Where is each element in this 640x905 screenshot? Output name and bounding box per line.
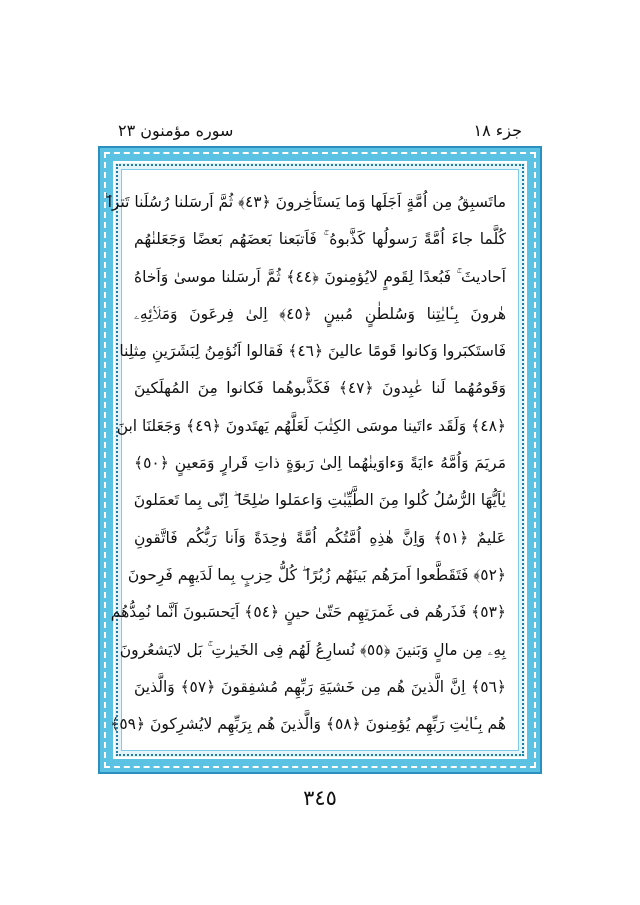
ornamental-border-frame [100,148,540,772]
verse-line: اَحاديثَ ۚ فَبُعدًا لِقَومٍ لايُؤمِنونَ ﴿٤٤﴾ ثُمَّ اَرسَلنا موسىٰ وَاَخاهُ [134,267,506,286]
verse-line: هُم بِـٔايٰتِ رَبِّهِم يُؤمِنونَ ﴿٥٨﴾ وَالَّذينَ هُم بِرَبِّهِم لايُشرِكونَ ﴿٥٩﴾ [110,715,506,734]
surah-label: سوره مؤمنون ٢٣ [118,120,234,140]
verse-line: ﴿٥٢﴾ فَتَقَطَّعوا اَمرَهُم بَينَهُم زُبُرًا ۖ كُلُّ حِزبٍ بِما لَدَيهِم فَرِحونَ [127,565,506,584]
verse-line: ماتَسبِقُ مِن اُمَّةٍ اَجَلَها وَما يَستَأخِرونَ ﴿٤٣﴾ ثُمَّ اَرسَلنا رُسُلَنا تَترا ۖ [103,193,506,211]
verse-line: عَليمٌ ﴿٥١﴾ وَاِنَّ هٰذِهِ اُمَّتُكُم اُمَّةً وٰحِدَةً وَاَنا رَبُّكُم فَاتَّقونِ [134,528,506,547]
verse-line: بِهِۦ مِن مالٍ وَبَنينَ ﴿٥٥﴾ نُسارِعُ لَهُم فِى الخَيرٰتِ ۚ بَل لايَشعُرونَ [119,640,506,659]
verse-lines [103,184,506,743]
verse-line: كُلَّما جاءَ اُمَّةً رَسولُها كَذَّبوهُ ۚ فَاَتبَعنا بَعضَهُم بَعضًا وَجَعَلنٰهُم [134,230,506,249]
verse-line: ﴿٥٦﴾ اِنَّ الَّذينَ هُم مِن خَشيَةِ رَبِّهِم مُشفِقونَ ﴿٥٧﴾ وَالَّذينَ [134,677,506,696]
verse-line: مَريَمَ وَاُمَّهُ ءايَةً وَءاوَينٰهُما اِلىٰ رَبوَةٍ ذاتِ قَرارٍ وَمَعينٍ ﴿٥٠﴾ [134,454,506,473]
verse-line: فَاستَكبَروا وَكانوا قَومًا عالينَ ﴿٤٦﴾ فَقالوا اَنُؤمِنُ لِبَشَرَينِ مِثلِنا [119,342,506,361]
verse-line: ﴿٥٣﴾ فَذَرهُم فى غَمرَتِهِم حَتّىٰ حينٍ ﴿٥٤﴾ اَيَحسَبونَ اَنَّما نُمِدُّهُم [110,603,506,622]
page-header [118,118,522,142]
text-panel [103,169,519,751]
verse-line: هٰرونَ بِـٔايٰتِنا وَسُلطٰنٍ مُبينٍ ﴿٤٥﴾ اِلىٰ فِرعَونَ وَمَلَا۟ئِهِۦ [134,304,506,323]
juz-label: جزء ١٨ [473,120,522,140]
verse-line: يٰاَيُّهَا الرُّسُلُ كُلوا مِنَ الطَّيِّبٰتِ وَاعمَلوا صٰلِحًا ۖ اِنّى بِما تَعمَلونَ [133,491,506,510]
page-number: ٣٤٥ [303,786,337,810]
verse-line: ﴿٤٨﴾ وَلَقَد ءاتَينا موسَى الكِتٰبَ لَعَلَّهُم يَهتَدونَ ﴿٤٩﴾ وَجَعَلنَا ابنَ [116,416,506,435]
verse-line: وَقَومُهُما لَنا عٰبِدونَ ﴿٤٧﴾ فَكَذَّبوهُما فَكانوا مِنَ المُهلَكينَ [134,379,506,398]
